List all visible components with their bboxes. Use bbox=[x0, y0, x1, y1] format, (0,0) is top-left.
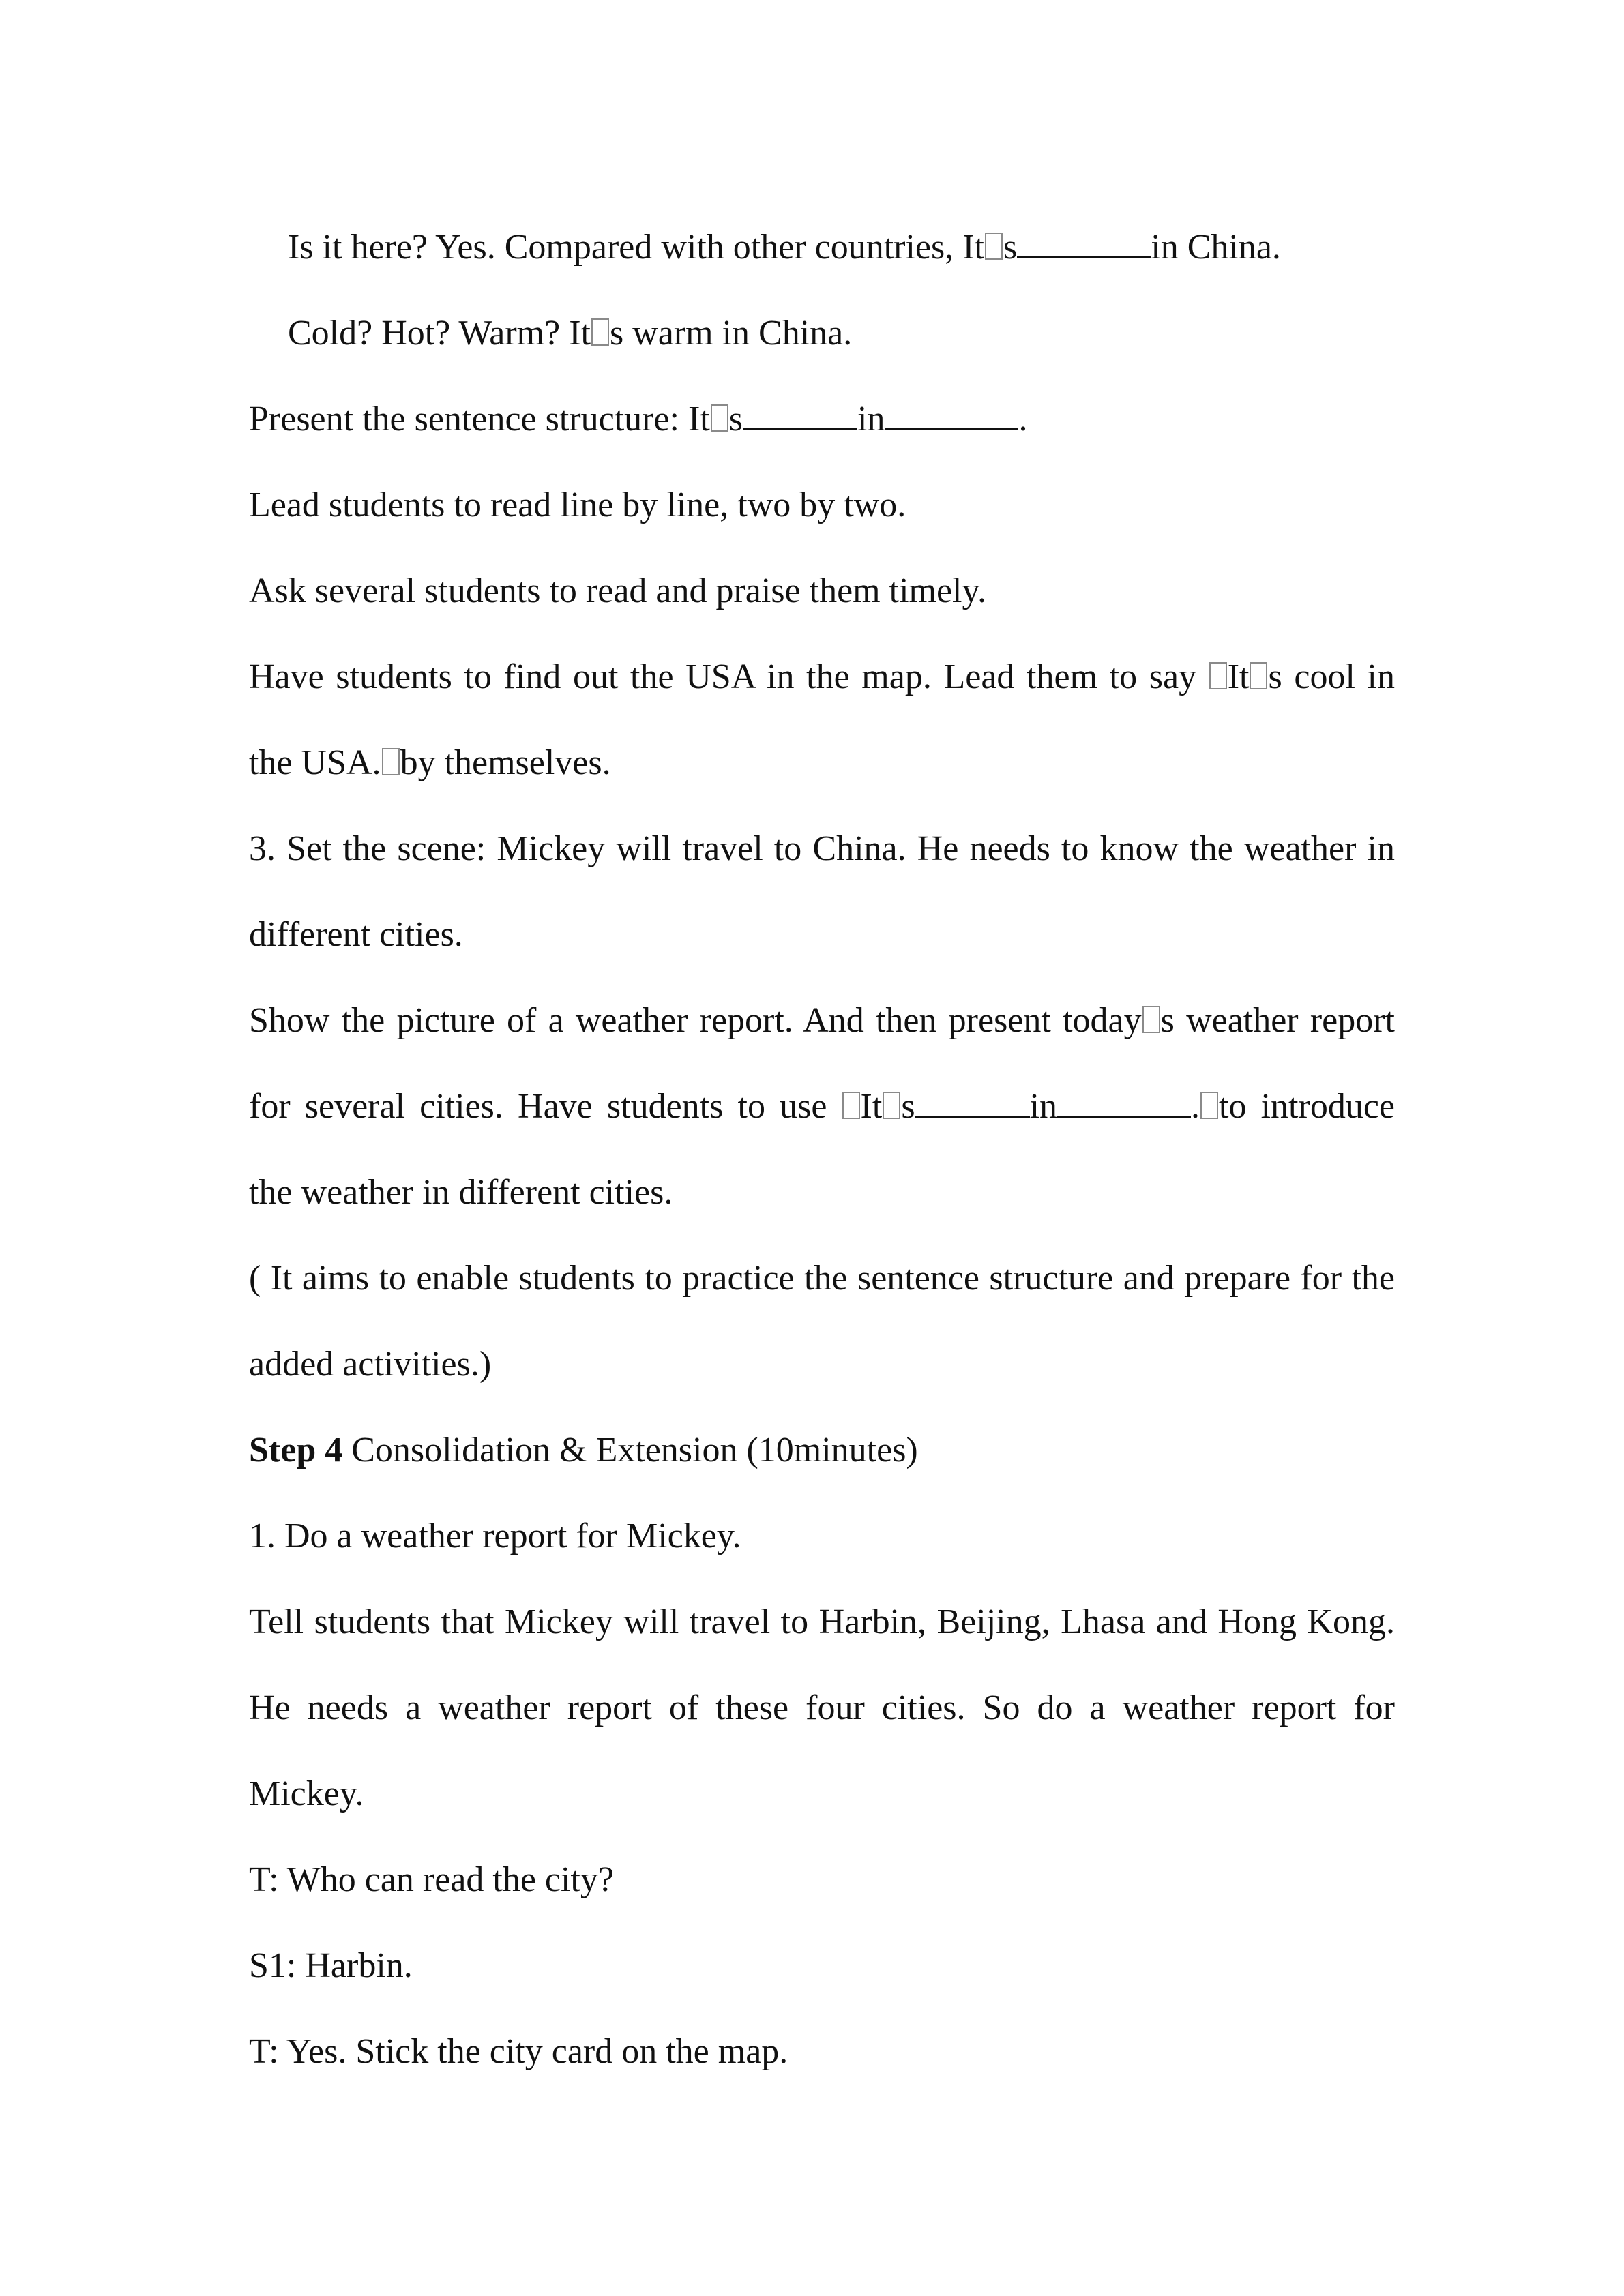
paragraph-aims: ( It aims to enable students to practice the sentence structure and prepare for the added activities.) bbox=[249, 1259, 1395, 1384]
text-segment: s cool in the USA. bbox=[249, 657, 1395, 782]
missing-glyph-box bbox=[842, 1092, 860, 1119]
text-segment: s bbox=[1003, 228, 1018, 267]
paragraph-find-usa bbox=[249, 634, 1395, 806]
document-body bbox=[249, 205, 1395, 2095]
dialogue-teacher-instruction: T: Yes. Stick the city card on the map. bbox=[249, 2032, 788, 2071]
step-label: Step 4 bbox=[249, 1431, 343, 1470]
paragraph-praise: Ask several students to read and praise them timely. bbox=[249, 571, 987, 610]
text-segment: . bbox=[1018, 400, 1028, 438]
text-segment: It bbox=[860, 1087, 883, 1126]
missing-glyph-box bbox=[591, 318, 609, 346]
text-segment: Is it here? Yes. Compared with other countries, It bbox=[288, 228, 985, 267]
text-segment: to introduce the weather in different cities. bbox=[249, 1087, 1395, 1212]
step-heading bbox=[249, 1407, 1395, 1493]
paragraph-warm-in-china bbox=[249, 290, 1395, 376]
paragraph-lead-read: Lead students to read line by line, two by two. bbox=[249, 486, 906, 524]
missing-glyph-box bbox=[711, 404, 728, 432]
answer-blank bbox=[885, 396, 1018, 430]
text-segment: It bbox=[1227, 657, 1250, 696]
missing-glyph-box bbox=[883, 1092, 900, 1119]
text-segment: Have students to find out the USA in the map. Lead them to say bbox=[249, 657, 1209, 696]
paragraph-set-scene: 3. Set the scene: Mickey will travel to China. He needs to know the weather in different cities. bbox=[249, 829, 1395, 954]
answer-blank bbox=[743, 396, 857, 430]
text-segment: s warm in China. bbox=[609, 314, 853, 353]
answer-blank bbox=[1017, 224, 1151, 258]
text-segment: by themselves. bbox=[400, 743, 611, 782]
paragraph-compared-countries bbox=[249, 205, 1395, 290]
paragraph-weather-report bbox=[249, 978, 1395, 1236]
text-segment: Present the sentence structure: It bbox=[249, 400, 710, 438]
missing-glyph-box bbox=[1250, 662, 1267, 689]
paragraph-do-weather-report: 1. Do a weather report for Mickey. bbox=[249, 1517, 741, 1555]
missing-glyph-box bbox=[985, 233, 1003, 260]
missing-glyph-box bbox=[1200, 1092, 1218, 1119]
missing-glyph-box bbox=[382, 748, 400, 775]
text-segment: Cold? Hot? Warm? It bbox=[288, 314, 591, 353]
step-title: Consolidation & Extension (10minutes) bbox=[342, 1431, 918, 1470]
missing-glyph-box bbox=[1209, 662, 1227, 689]
text-segment: s bbox=[901, 1087, 915, 1126]
dialogue-teacher-question: T: Who can read the city? bbox=[249, 1860, 614, 1899]
answer-blank bbox=[1057, 1083, 1191, 1118]
text-segment: . bbox=[1191, 1087, 1200, 1126]
paragraph-sentence-structure bbox=[249, 376, 1395, 462]
text-segment: s weather report for several cities. Have students to use bbox=[249, 1001, 1396, 1126]
paragraph-mickey-travel: Tell students that Mickey will travel to Harbin, Beijing, Lhasa and Hong Kong. He needs a weather report of these four cities. So do a weather report for Mickey. bbox=[249, 1602, 1395, 1813]
text-segment: Show the picture of a weather report. And then present today bbox=[249, 1001, 1142, 1040]
dialogue-student-answer: S1: Harbin. bbox=[249, 1946, 413, 1985]
missing-glyph-box bbox=[1142, 1006, 1160, 1033]
text-segment: in China. bbox=[1151, 228, 1281, 267]
text-segment: s bbox=[728, 400, 743, 438]
text-segment: in bbox=[857, 400, 885, 438]
text-segment: in bbox=[1029, 1087, 1058, 1126]
answer-blank bbox=[915, 1083, 1030, 1118]
